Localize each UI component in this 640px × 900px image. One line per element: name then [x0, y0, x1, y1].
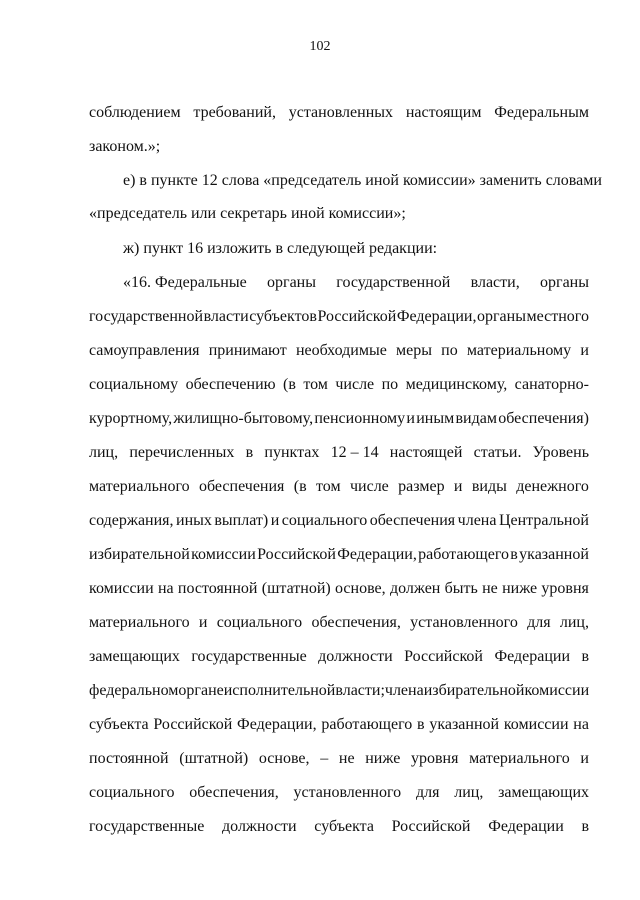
word: обеспечения,: [189, 784, 279, 801]
word: пенсионному: [314, 410, 406, 427]
word: комиссии: [89, 580, 154, 597]
word: социальному: [89, 376, 179, 393]
word: курортному,: [89, 410, 173, 427]
text-line: [89, 477, 589, 497]
word: члена: [384, 682, 424, 699]
text-line: [89, 783, 589, 803]
word: Российской: [391, 818, 471, 835]
text-line: ж) пункт 16 изложить в следующей редакции:: [123, 240, 438, 257]
word: в: [581, 818, 589, 835]
word: иным: [416, 410, 455, 427]
word: органы: [267, 274, 316, 291]
word: (штатной): [261, 580, 331, 597]
word: основе,: [258, 750, 310, 767]
word: замещающих: [498, 784, 589, 801]
word: числе: [349, 478, 389, 495]
word: лиц,: [559, 614, 589, 631]
word: на: [157, 580, 174, 597]
word: государственной: [336, 274, 451, 291]
word: и: [453, 478, 463, 495]
word: должности: [318, 648, 393, 665]
word: статьи.: [473, 444, 522, 461]
word: уровня: [541, 580, 589, 597]
word: лиц,: [89, 444, 119, 461]
text-line: «председатель или секретарь иной комиссии»;: [89, 205, 406, 222]
word: материального: [89, 614, 190, 631]
text-line: [89, 307, 589, 327]
word: субъектов: [249, 308, 317, 325]
word: обеспечения,: [311, 614, 401, 631]
word: и: [580, 750, 589, 767]
text-line: [89, 749, 589, 769]
word: том: [303, 376, 328, 393]
word: установленных: [288, 104, 394, 121]
word: по: [441, 342, 458, 359]
page-number: 102: [309, 39, 331, 54]
word: комиссии: [503, 716, 569, 733]
word: обеспечения: [369, 512, 456, 529]
text-line: [89, 375, 589, 395]
text-line: [123, 273, 589, 293]
word: власти: [203, 308, 249, 325]
word: субъекта: [89, 716, 149, 733]
text-line: [89, 715, 589, 735]
word: субъекта: [314, 818, 374, 835]
word: Федерации,: [337, 546, 417, 563]
word: Федерации: [488, 818, 564, 835]
word: для: [415, 784, 440, 801]
text-line: [89, 579, 589, 599]
word: Федерации,: [237, 716, 317, 733]
word: жилищно-бытовому,: [173, 410, 314, 427]
text-line: [89, 681, 589, 701]
word: требований,: [193, 104, 276, 121]
word: ниже: [365, 750, 401, 767]
word: установленного: [410, 614, 518, 631]
word: меры: [395, 342, 432, 359]
text-line: [89, 443, 589, 463]
word: государственной: [89, 308, 204, 325]
word: материального: [89, 478, 190, 495]
word: члена: [457, 512, 497, 529]
word: не: [338, 750, 355, 767]
word: том: [316, 478, 341, 495]
text-line: [89, 613, 589, 633]
word: социального: [281, 512, 368, 529]
word: Российской: [404, 648, 483, 665]
word: соблюдением: [89, 104, 181, 121]
word: настоящим: [405, 104, 482, 121]
word: постоянной: [177, 580, 258, 597]
word: Федерации,: [396, 308, 477, 325]
word: указанной: [519, 546, 589, 563]
word: органе: [178, 682, 224, 699]
word: комиссии: [524, 682, 590, 699]
word: должен: [389, 580, 441, 597]
word: быть: [444, 580, 478, 597]
word: работающего: [418, 546, 509, 563]
word: установленного: [293, 784, 402, 801]
word: по: [381, 376, 399, 393]
word: материального: [469, 750, 570, 767]
word: пунктах: [264, 444, 320, 461]
word: работающего: [321, 716, 413, 733]
word: уровня: [410, 750, 459, 767]
word: Федеральным: [494, 104, 589, 121]
word: Российской: [257, 546, 336, 563]
word: исполнительной: [223, 682, 336, 699]
text-line: [89, 545, 589, 565]
word: (штатной): [179, 750, 249, 767]
text-line: е) в пункте 12 слова «председатель иной комиссии» заменить словами: [123, 172, 602, 189]
word: Российской: [317, 308, 397, 325]
word: замещающих: [89, 648, 180, 665]
word: принимают: [208, 342, 287, 359]
word: –: [320, 750, 329, 767]
text-line: [89, 341, 589, 361]
word: и: [406, 410, 415, 427]
word: в: [510, 546, 518, 563]
word: материальному: [466, 342, 572, 359]
word: (в: [293, 478, 307, 495]
word: комиссии: [191, 546, 256, 563]
word: иных: [176, 512, 212, 529]
text-line: [89, 817, 589, 837]
text-line: [89, 103, 589, 123]
word: социального: [216, 614, 303, 631]
word: обеспечению: [185, 376, 276, 393]
text-line: законом.»;: [89, 138, 161, 155]
text-line: [89, 409, 589, 429]
word: содержания,: [89, 512, 174, 529]
word: должности: [222, 818, 297, 835]
word: для: [527, 614, 551, 631]
word: «16. Федеральные: [123, 274, 247, 291]
word: перечисленных: [129, 444, 235, 461]
word: обеспечения): [498, 410, 589, 427]
word: на: [573, 716, 589, 733]
word: Российской: [153, 716, 233, 733]
word: государственные: [191, 648, 307, 665]
word: и: [270, 512, 280, 529]
word: медицинскому,: [405, 376, 508, 393]
word: власти;: [335, 682, 385, 699]
word: в: [417, 716, 425, 733]
word: денежного: [516, 478, 589, 495]
word: избирательной: [423, 682, 525, 699]
word: избирательной: [89, 546, 190, 563]
word: настоящей: [389, 444, 463, 461]
word: размер: [398, 478, 445, 495]
word: постоянной: [89, 750, 169, 767]
word: основе,: [335, 580, 386, 597]
word: указанной: [429, 716, 500, 733]
word: самоуправления: [89, 342, 200, 359]
word: ниже: [502, 580, 538, 597]
word: федеральном: [89, 682, 179, 699]
word: не: [482, 580, 498, 597]
word: лиц,: [454, 784, 484, 801]
word: в: [245, 444, 254, 461]
word: обеспечения: [198, 478, 285, 495]
word: власти,: [470, 274, 520, 291]
word: выплат): [214, 512, 269, 529]
text-line: [89, 511, 589, 531]
word: необходимые: [295, 342, 387, 359]
word: в: [581, 648, 589, 665]
word: числе: [335, 376, 375, 393]
text-line: [89, 647, 589, 667]
word: видам: [455, 410, 497, 427]
word: виды: [471, 478, 507, 495]
word: местного: [526, 308, 589, 325]
word: Уровень: [532, 444, 589, 461]
word: (в: [283, 376, 296, 393]
word: Федерации: [494, 648, 570, 665]
word: органы: [476, 308, 526, 325]
word: Центральной: [498, 512, 589, 529]
word: санаторно-: [514, 376, 589, 393]
word: и: [580, 342, 589, 359]
word: социального: [89, 784, 175, 801]
word: 12 – 14: [330, 444, 379, 461]
word: органы: [540, 274, 589, 291]
word: и: [198, 614, 208, 631]
word: государственные: [89, 818, 205, 835]
